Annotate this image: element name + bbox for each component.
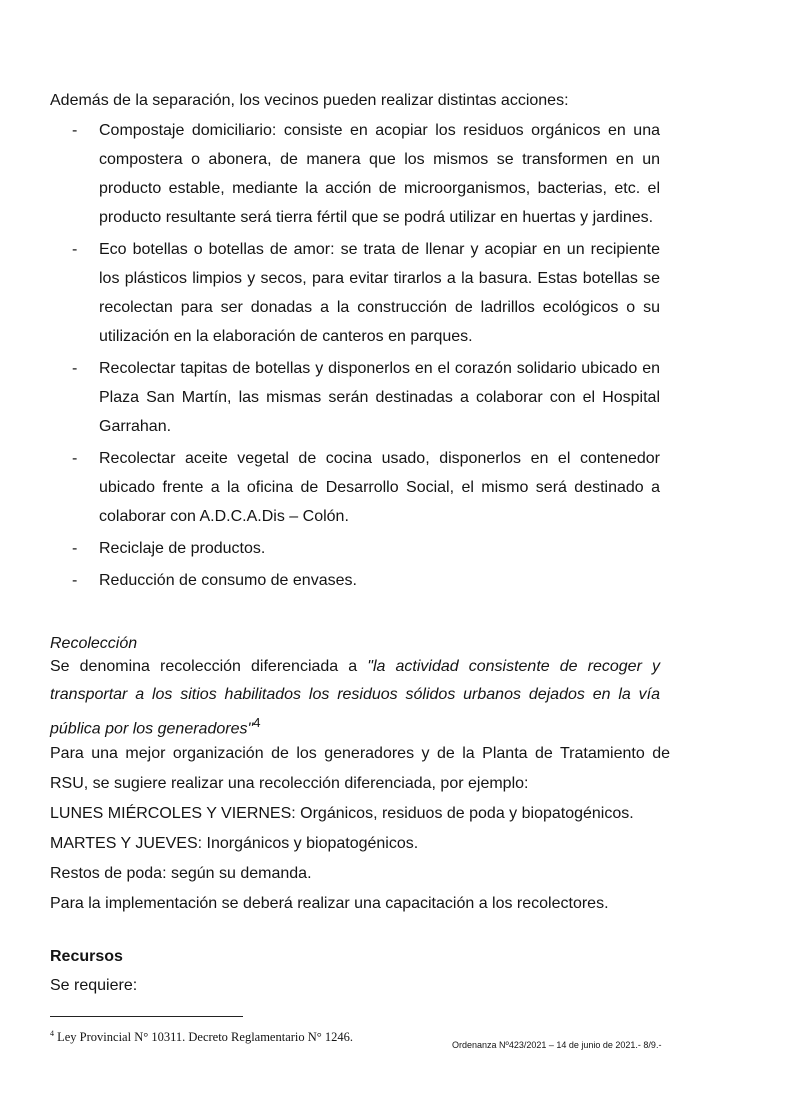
actions-list: [50, 116, 660, 598]
detail-line: LUNES MIÉRCOLES Y VIERNES: Orgánicos, residuos de poda y biopatogénicos.: [50, 805, 634, 822]
bullet-dash: -: [72, 540, 78, 557]
footnote: [50, 1025, 353, 1046]
recoleccion-paragraph: [50, 653, 660, 743]
bullet-dash: -: [72, 450, 78, 467]
bullet-dash: -: [72, 241, 78, 258]
detail-line: MARTES Y JUEVES: Inorgánicos y biopatogénicos.: [50, 835, 419, 852]
list-item-text: Eco botellas o botellas de amor: se trata de llenar y acopiar en un recipiente los plásticos limpios y secos, para evitar tirarlos a la basura. Estas botellas se recolectan para ser donadas a la construcción de ladrillos ecológicos o su utilización en la elaboración de canteros en parques.: [99, 241, 660, 345]
intro-paragraph: Además de la separación, los vecinos pueden realizar distintas acciones:: [50, 92, 569, 109]
bullet-dash: -: [72, 572, 78, 589]
detail-line: Para una mejor organización de los generadores y de la Planta de Tratamiento de RSU, se sugiere realizar una recolección diferenciada, por ejemplo:: [50, 745, 670, 792]
recursos-text: Se requiere:: [50, 977, 138, 994]
list-item-text: Recolectar tapitas de botellas y disponerlos en el corazón solidario ubicado en Plaza San Martín, las mismas serán destinadas a colaborar con el Hospital Garrahan.: [99, 360, 660, 435]
detail-line: Para la implementación se deberá realizar una capacitación a los recolectores.: [50, 895, 609, 912]
bullet-dash: -: [72, 360, 78, 377]
list-item-text: Reciclaje de productos.: [99, 540, 266, 557]
footnote-text: Ley Provincial N° 10311. Decreto Reglamentario N° 1246.: [54, 1030, 354, 1045]
recoleccion-details: [50, 739, 670, 919]
footnote-divider: [50, 1016, 243, 1017]
footnote-reference[interactable]: 4: [253, 715, 261, 730]
bullet-dash: -: [72, 122, 78, 139]
footnote-number: 4: [50, 1029, 54, 1038]
recoleccion-heading: Recolección: [50, 635, 138, 652]
list-item: [50, 444, 660, 531]
recoleccion-quote: "la actividad consistente de recoger y transportar a los sitios habilitados los residuos sólidos urbanos dejados en la vía pública por los generadores": [50, 658, 660, 738]
list-item-text: Recolectar aceite vegetal de cocina usado, disponerlos en el contenedor ubicado frente a la oficina de Desarrollo Social, el mismo será destinado a colaborar con A.D.C.A.Dis – Colón.: [99, 450, 660, 525]
recoleccion-lead: Se denomina recolección diferenciada a: [50, 658, 368, 675]
list-item-text: Reducción de consumo de envases.: [99, 572, 357, 589]
list-item: [50, 235, 660, 351]
page-footer: Ordenanza Nº423/2021 – 14 de junio de 2021.- 8/9.-: [452, 1040, 662, 1050]
list-item: [50, 116, 660, 232]
detail-line: Restos de poda: según su demanda.: [50, 865, 312, 882]
list-item: [50, 534, 660, 563]
list-item: [50, 354, 660, 441]
recursos-heading: Recursos: [50, 948, 123, 965]
list-item-text: Compostaje domiciliario: consiste en acopiar los residuos orgánicos en una compostera o abonera, de manera que los mismos se transformen en un producto estable, mediante la acción de microorganismos, bacterias, etc. el producto resultante será tierra fértil que se podrá utilizar en huertas y jardines.: [99, 122, 660, 226]
list-item: [50, 566, 660, 595]
